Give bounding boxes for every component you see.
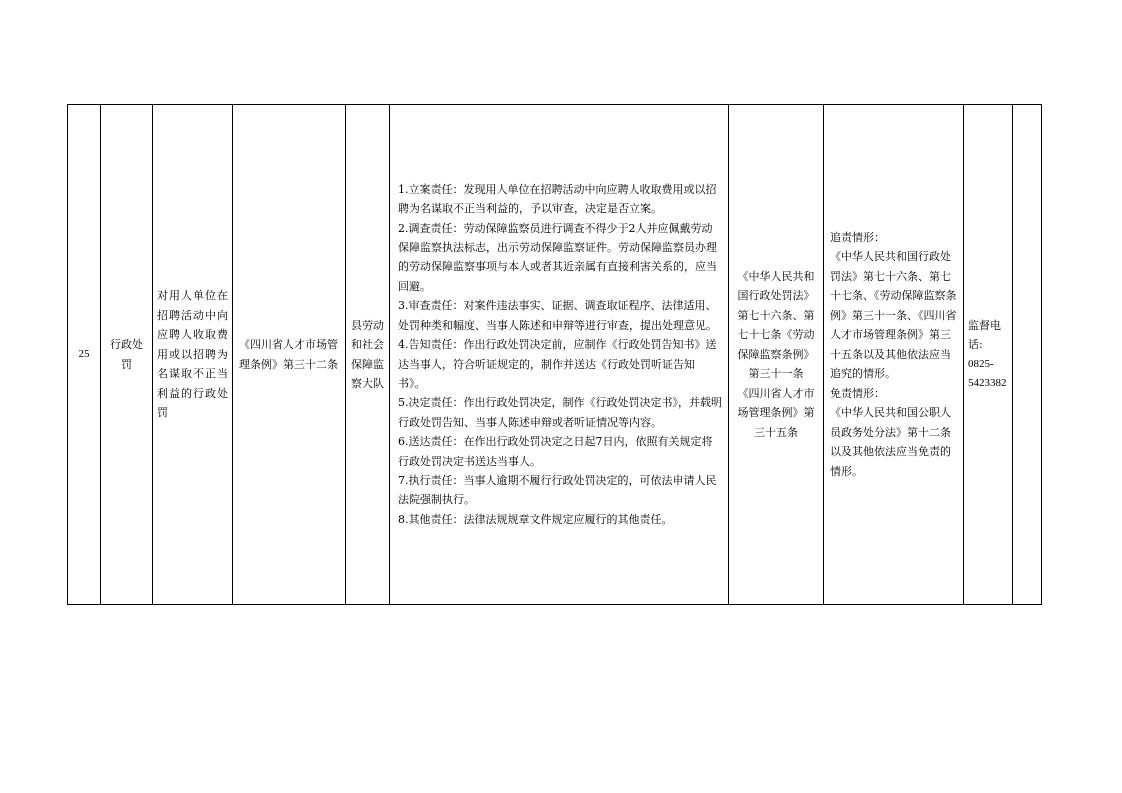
basis-cell (233, 105, 346, 605)
responsibility-item: 5.决定责任：作出行政处罚决定，制作《行政处罚决定书》，并载明行政处罚告知、当事人陈述申辩或者听证情况等内容。 (398, 396, 722, 429)
supervision-cell (964, 105, 1013, 605)
row-number-cell (68, 105, 101, 605)
department-text: 县劳动和社会保障监察大队 (351, 318, 384, 390)
department-cell (346, 105, 390, 605)
responsibility-item: 7.执行责任：当事人逾期不履行行政处罚决定的，可依法申请人民法院强制执行。 (398, 473, 717, 507)
basis-text: 《四川省人才市场管理条例》第三十二条 (239, 338, 338, 371)
table-row (68, 105, 1042, 605)
supervision-phone-number: 5423382 (968, 377, 1007, 389)
responsibility-item: 4.告知责任：作出行政处罚决定前，应制作《行政处罚告知书》送达当事人，符合听证规定的，制作并送达《行政处罚听证告知书》。 (398, 338, 717, 390)
responsibility-table (67, 104, 1042, 605)
item-cell (153, 105, 233, 605)
item-text: 对用人单位在招聘活动中向应聘人收取费用或以招聘为名谋取不正当利益的行政处罚 (157, 289, 228, 420)
responsibility-item: 2.调查责任：劳动保障监察员进行调查不得少于2人并应佩戴劳动保障监察执法标志，出示劳动保障监察证件。劳动保障监察员办理的劳动保障监察事项与本人或者其近亲属有直接利害关系的，应当回避。 (398, 221, 717, 293)
supervision-label: 监督电话: (968, 318, 1001, 351)
accountability-heading: 追责情形： (830, 230, 885, 244)
responsibility-item: 1.立案责任：发现用人单位在招聘活动中向应聘人收取费用或以招聘为名谋取不正当利益的，予以审查，决定是否立案。 (398, 182, 717, 216)
responsibility-item: 3.审查责任：对案件违法事实、证据、调查取证程序、法律适用、处罚种类和幅度、当事人陈述和申辩等进行审查，提出处理意见。 (398, 299, 717, 332)
exemption-text: 《中华人民共和国公职人员政务处分法》第十二条以及其他依法应当免责的情形。 (830, 406, 951, 478)
supervision-phone-prefix: 0825- (968, 357, 994, 370)
legal-basis-cell (729, 105, 824, 605)
remarks-cell (1013, 105, 1042, 605)
legal-basis-item: 《中华人民共和国行政处罚法》第七十六条、第七十七条《劳动保障监察条例》第三十一条 (737, 269, 815, 381)
accountability-text: 《中华人民共和国行政处罚法》第七十六条、第七十七条、《劳动保障监察条例》第三十一条、《四川省人才市场管理条例》第三十五条以及其他依法应当追究的情形。 (830, 250, 957, 381)
responsibilities-cell (390, 105, 729, 605)
row-number: 25 (78, 348, 90, 361)
category-cell (101, 105, 153, 605)
exemption-heading: 免责情形： (830, 386, 885, 400)
legal-basis-item: 《四川省人才市场管理条例》第三十五条 (737, 386, 815, 439)
accountability-cell (824, 105, 964, 605)
responsibility-item: 6.送达责任：在作出行政处罚决定之日起7日内，依照有关规定将行政处罚决定书送达当事人。 (398, 435, 713, 468)
category-text: 行政处罚 (110, 338, 143, 371)
responsibility-item: 8.其他责任：法律法规规章文件规定应履行的其他责任。 (398, 512, 673, 526)
